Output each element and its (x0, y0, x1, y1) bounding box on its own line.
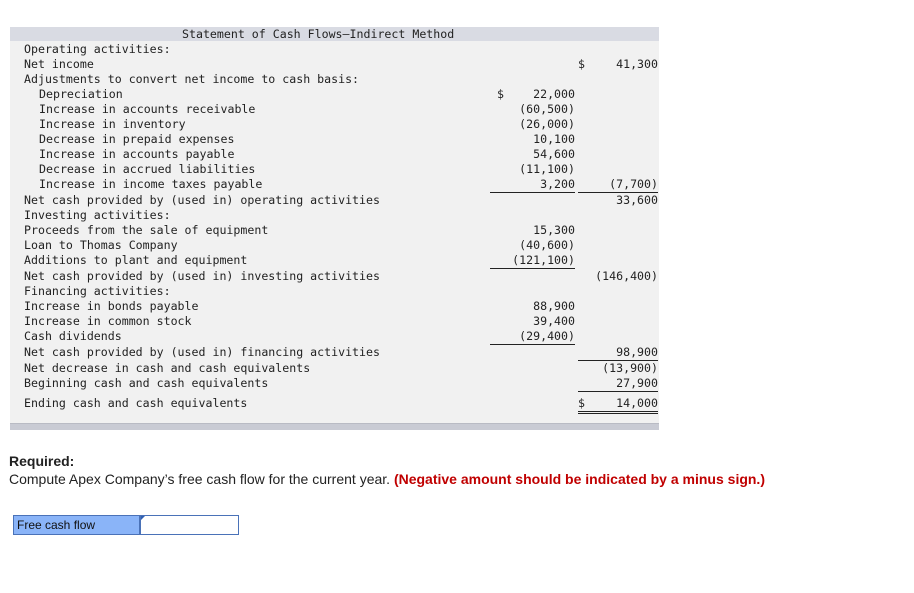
row-label: Adjustments to convert net income to cash basis: (24, 72, 360, 86)
row-label: Investing activities: (24, 208, 171, 222)
total-amount: 14,000 (578, 396, 658, 414)
row-label: Depreciation (39, 87, 123, 101)
total-amount: 27,900 (578, 376, 658, 392)
statement-row (10, 284, 659, 299)
required-heading: Required: (9, 453, 75, 469)
row-label: Loan to Thomas Company (24, 238, 178, 252)
detail-amount: 15,300 (533, 223, 575, 237)
row-label: Increase in accounts receivable (39, 102, 256, 116)
detail-amount: (40,600) (519, 238, 575, 252)
instruction-text: Compute Apex Company’s free cash flow for the current year. (9, 471, 391, 487)
statement-row (10, 162, 659, 177)
detail-amount: 54,600 (533, 147, 575, 161)
statement-row (10, 117, 659, 132)
row-label: Beginning cash and cash equivalents (24, 376, 269, 390)
row-label: Financing activities: (24, 284, 171, 298)
statement-row (10, 177, 659, 192)
detail-amount: (26,000) (519, 117, 575, 131)
statement-row (10, 87, 659, 102)
detail-amount: 10,100 (533, 132, 575, 146)
row-label: Net cash provided by (used in) investing activities (24, 269, 380, 283)
row-label: Net cash provided by (used in) operating activities (24, 193, 380, 207)
statement-row (10, 361, 659, 376)
detail-amount: 88,900 (533, 299, 575, 313)
row-label: Increase in inventory (39, 117, 186, 131)
total-amount: 98,900 (578, 345, 658, 361)
statement-row (10, 223, 659, 238)
detail-amount: 39,400 (533, 314, 575, 328)
statement-row (10, 299, 659, 314)
statement-bottom-band (10, 423, 659, 430)
input-flag-icon (141, 516, 145, 524)
statement-row (10, 72, 659, 87)
statement-row (10, 269, 659, 284)
negative-amount-note: (Negative amount should be indicated by a minus sign.) (393, 471, 765, 487)
total-amount: (7,700) (578, 177, 658, 193)
statement-row (10, 314, 659, 329)
statement-title: Statement of Cash Flows—Indirect Method (182, 27, 455, 41)
row-label: Increase in accounts payable (39, 147, 235, 161)
total-amount: (13,900) (602, 361, 658, 375)
free-cash-flow-label: Free cash flow (13, 515, 140, 535)
detail-amount: (60,500) (519, 102, 575, 116)
detail-amount: 3,200 (490, 177, 575, 193)
total-amount: 33,600 (616, 193, 658, 207)
row-label: Ending cash and cash equivalents (24, 396, 248, 410)
statement-row (10, 396, 659, 411)
statement-row (10, 57, 659, 72)
statement-row (10, 345, 659, 360)
total-amount: (146,400) (595, 269, 658, 283)
detail-amount: (11,100) (519, 162, 575, 176)
row-label: Additions to plant and equipment (24, 253, 248, 267)
row-label: Net cash provided by (used in) financing activities (24, 345, 380, 359)
row-label: Decrease in accrued liabilities (39, 162, 256, 176)
statement-row (10, 253, 659, 268)
currency-symbol: $ (497, 87, 504, 101)
row-label: Cash dividends (24, 329, 122, 343)
free-cash-flow-input[interactable] (140, 515, 239, 535)
statement-row (10, 42, 659, 57)
row-label: Net decrease in cash and cash equivalents (24, 361, 311, 375)
statement-row (10, 102, 659, 117)
currency-symbol: $ (578, 396, 585, 410)
statement-row (10, 238, 659, 253)
currency-symbol: $ (578, 57, 585, 71)
row-label: Net income (24, 57, 94, 71)
statement-row (10, 376, 659, 391)
row-label: Operating activities: (24, 42, 171, 56)
row-label: Increase in common stock (24, 314, 192, 328)
row-label: Increase in bonds payable (24, 299, 199, 313)
statement-row (10, 193, 659, 208)
detail-amount: 22,000 (533, 87, 575, 101)
instructions (9, 471, 765, 487)
statement-row (10, 329, 659, 344)
cash-flow-statement (10, 27, 659, 426)
row-label: Proceeds from the sale of equipment (24, 223, 269, 237)
detail-amount: (121,100) (490, 253, 575, 269)
statement-row (10, 132, 659, 147)
detail-amount: (29,400) (490, 329, 575, 345)
statement-row (10, 208, 659, 223)
row-label: Decrease in prepaid expenses (39, 132, 235, 146)
row-label: Increase in income taxes payable (39, 177, 263, 191)
total-amount: 41,300 (616, 57, 658, 71)
statement-row (10, 147, 659, 162)
